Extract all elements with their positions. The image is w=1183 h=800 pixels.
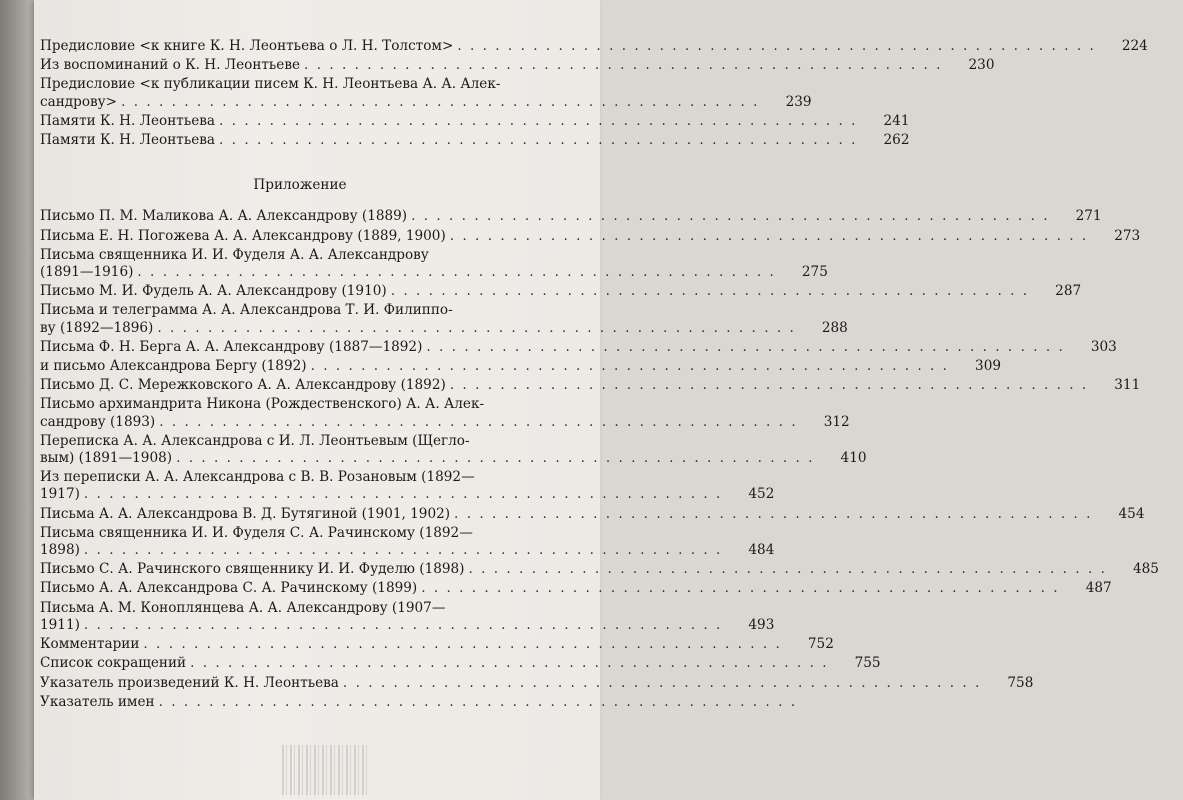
- toc-entry: [40, 283, 1082, 300]
- toc-entry: [40, 246, 828, 281]
- toc-entry: [40, 338, 1117, 356]
- toc-entry-title: Письмо С. А. Рачинского священнику И. И. Фуделю (1898): [40, 561, 465, 578]
- toc-page-number: 410: [840, 450, 867, 467]
- toc-entry-line: [40, 302, 560, 319]
- toc-entry: [40, 358, 1001, 375]
- toc-entry-line: [40, 486, 775, 503]
- toc-page-number: 288: [821, 319, 848, 336]
- toc-entry: [40, 57, 995, 74]
- toc-entry-title: Список сокращений: [40, 655, 187, 672]
- toc-page-number: 262: [883, 132, 910, 149]
- toc-entry-line: [40, 542, 775, 559]
- toc-entry-line: [40, 693, 798, 711]
- toc-entry-line: [40, 377, 1141, 394]
- toc-entry-title: Предисловие <к книге К. Н. Леонтьева о Л. Н. Толстом>: [40, 38, 454, 54]
- toc-entry: [40, 38, 1148, 55]
- toc-entry-title: Указатель имен: [40, 693, 155, 710]
- toc-entry-title: Памяти К. Н. Леонтьева: [40, 112, 216, 129]
- toc-entry-title: Из переписки А. А. Александрова с В. В. Розановым (1892—: [40, 469, 475, 486]
- toc-entry: [40, 505, 1145, 523]
- dot-leader: . . . . . . . . . . . . . . . . . . . . . . . . . . . . . . . . . . . . . . . . . . . . . . . . . . .: [454, 505, 1093, 522]
- toc-entry-line: [40, 674, 1034, 692]
- toc-entry: [40, 469, 775, 503]
- toc-entry-title: 1898): [40, 542, 80, 559]
- toc-page-number: 241: [883, 112, 910, 129]
- toc-page-number: 484: [748, 542, 775, 559]
- dot-leader: . . . . . . . . . . . . . . . . . . . . . . . . . . . . . . . . . . . . . . . . . . . . . . . . . . .: [411, 208, 1050, 225]
- toc-entry-line: [40, 413, 850, 431]
- toc-entry: [40, 636, 834, 653]
- toc-entry-line: [40, 208, 1102, 225]
- toc-entry-title: Письма и телеграмма А. А. Александрова Т. И. Филиппо-: [40, 302, 453, 319]
- dot-leader: . . . . . . . . . . . . . . . . . . . . . . . . . . . . . . . . . . . . . . . . . . . . . . . . . . .: [83, 616, 723, 633]
- toc-entry-line: [40, 433, 560, 450]
- dot-leader: . . . . . . . . . . . . . . . . . . . . . . . . . . . . . . . . . . . . . . . . . . . . . . . . . . .: [304, 57, 943, 74]
- toc-page-number: 230: [968, 57, 995, 74]
- toc-entry-line: [40, 469, 560, 486]
- dot-leader: . . . . . . . . . . . . . . . . . . . . . . . . . . . . . . . . . . . . . . . . . . . . . . . . . . .: [449, 377, 1089, 394]
- toc-entry-title: сандрову>: [40, 93, 118, 110]
- toc-entry: [40, 302, 848, 336]
- toc-entry: [40, 396, 850, 430]
- toc-entry-line: [40, 580, 1112, 597]
- section-heading: Приложение: [253, 177, 347, 194]
- toc-entry-line: [40, 76, 560, 93]
- toc-entry-line: [40, 38, 1148, 55]
- dot-leader: . . . . . . . . . . . . . . . . . . . . . . . . . . . . . . . . . . . . . . . . . . . . . . . . . . .: [310, 358, 949, 375]
- toc-entry-line: [40, 93, 812, 111]
- toc-entry: [40, 674, 1034, 692]
- toc-entry: [40, 208, 1102, 225]
- toc-entry-title: вым) (1891—1908): [40, 450, 173, 467]
- toc-entry-title: Письма Е. Н. Погожева А. А. Александрову (1889, 1900): [40, 227, 446, 244]
- toc-entry: [40, 524, 775, 559]
- book-spine-shadow: [0, 0, 34, 800]
- toc-entry-line: [40, 227, 1141, 245]
- toc-entry-line: [40, 561, 1159, 578]
- toc-page-number: 752: [807, 636, 834, 653]
- toc-page-number: 273: [1114, 227, 1141, 244]
- toc-page-number: 493: [748, 616, 775, 633]
- toc-entry: [40, 377, 1141, 394]
- toc-entry-line: [40, 616, 775, 634]
- toc-page-number: 452: [748, 486, 775, 503]
- toc-page-number: 485: [1132, 561, 1159, 578]
- toc-entry-title: ву (1892—1896): [40, 319, 154, 336]
- toc-entry-title: Комментарии: [40, 636, 140, 653]
- toc-entry-title: Письма священника И. И. Фуделя С. А. Рачинскому (1892—: [40, 524, 473, 541]
- toc-page-number: 224: [1121, 38, 1148, 54]
- toc-entry-line: [40, 450, 867, 467]
- dot-leader: . . . . . . . . . . . . . . . . . . . . . . . . . . . . . . . . . . . . . . . . . . . . . . . . . . .: [158, 693, 798, 710]
- dot-leader: . . . . . . . . . . . . . . . . . . . . . . . . . . . . . . . . . . . . . . . . . . . . . . . . . . .: [143, 636, 782, 653]
- dot-leader: . . . . . . . . . . . . . . . . . . . . . . . . . . . . . . . . . . . . . . . . . . . . . . . . . . .: [83, 542, 723, 559]
- toc-page-number: 487: [1085, 580, 1112, 597]
- toc-page-number: 287: [1055, 283, 1082, 300]
- toc-entry-title: Письма священника И. И. Фуделя А. А. Александрову: [40, 246, 429, 263]
- toc-entry: [40, 432, 867, 467]
- toc-entry-line: [40, 112, 910, 130]
- toc-entry-line: [40, 655, 881, 672]
- toc-page-number: 758: [1007, 674, 1034, 691]
- dot-leader: . . . . . . . . . . . . . . . . . . . . . . . . . . . . . . . . . . . . . . . . . . . . . . . . . . .: [219, 132, 858, 149]
- toc-page-number: 239: [785, 93, 812, 110]
- dot-leader: . . . . . . . . . . . . . . . . . . . . . . . . . . . . . . . . . . . . . . . . . . . . . . . . . . .: [176, 450, 815, 467]
- toc-main-list: [40, 38, 1148, 149]
- toc-entry-title: Письма Ф. Н. Берга А. А. Александрову (1887—1892): [40, 338, 423, 355]
- toc-entry: [40, 561, 1159, 578]
- toc-page-number: 303: [1090, 338, 1117, 355]
- toc-entry-title: Из воспоминаний о К. Н. Леонтьеве: [40, 57, 301, 74]
- toc-entry-title: сандрову (1893): [40, 413, 156, 430]
- dot-leader: . . . . . . . . . . . . . . . . . . . . . . . . . . . . . . . . . . . . . . . . . . . . . . . . . . .: [219, 112, 858, 129]
- toc-entry-title: Письмо архимандрита Никона (Рождественского) А. А. Алек-: [40, 396, 485, 413]
- toc-entry-line: [40, 264, 828, 281]
- toc-entry: [40, 227, 1141, 245]
- dot-leader: . . . . . . . . . . . . . . . . . . . . . . . . . . . . . . . . . . . . . . . . . . . . . . . . . . .: [457, 38, 1096, 54]
- toc-entry-line: [40, 57, 995, 74]
- dot-leader: . . . . . . . . . . . . . . . . . . . . . . . . . . . . . . . . . . . . . . . . . . . . . . . . . . .: [121, 93, 760, 110]
- toc-page-number: 311: [1114, 377, 1141, 394]
- toc-entry-title: Памяти К. Н. Леонтьева: [40, 132, 216, 149]
- dot-leader: . . . . . . . . . . . . . . . . . . . . . . . . . . . . . . . . . . . . . . . . . . . . . . . . . . .: [157, 319, 796, 336]
- dot-leader: . . . . . . . . . . . . . . . . . . . . . . . . . . . . . . . . . . . . . . . . . . . . . . . . . . .: [342, 674, 982, 691]
- toc-page-number: 271: [1075, 208, 1102, 225]
- dot-leader: . . . . . . . . . . . . . . . . . . . . . . . . . . . . . . . . . . . . . . . . . . . . . . . . . . .: [390, 283, 1030, 300]
- toc-entry: [40, 599, 775, 634]
- toc-entry-title: и письмо Александрова Бергу (1892): [40, 358, 307, 375]
- dot-leader: . . . . . . . . . . . . . . . . . . . . . . . . . . . . . . . . . . . . . . . . . . . . . . . . . . .: [83, 486, 723, 503]
- toc-entry-line: [40, 636, 834, 653]
- toc-entry: [40, 693, 798, 711]
- toc-entry-title: Переписка А. А. Александрова с И. Л. Леонтьевым (Щегло-: [40, 432, 470, 449]
- dot-leader: . . . . . . . . . . . . . . . . . . . . . . . . . . . . . . . . . . . . . . . . . . . . . . . . . . .: [137, 264, 776, 281]
- toc-entry-line: [40, 358, 1001, 375]
- toc-entry-line: [40, 132, 910, 149]
- dot-leader: . . . . . . . . . . . . . . . . . . . . . . . . . . . . . . . . . . . . . . . . . . . . . . . . . . .: [468, 561, 1107, 578]
- toc-entry-title: Письма А. А. Александрова В. Д. Бутягиной (1901, 1902): [40, 505, 451, 522]
- toc-page-number: 454: [1118, 505, 1145, 522]
- table-of-contents: [40, 38, 1159, 713]
- toc-entry-title: Письмо П. М. Маликова А. А. Александрову (1889): [40, 208, 408, 225]
- toc-entry-line: [40, 525, 560, 542]
- toc-entry-title: Письмо А. А. Александрова С. А. Рачинскому (1899): [40, 580, 418, 597]
- toc-entry-title: Предисловие <к публикации писем К. Н. Леонтьева А. А. Алек-: [40, 76, 501, 93]
- toc-entry-line: [40, 600, 560, 617]
- toc-entry-line: [40, 338, 1117, 356]
- toc-entry-line: [40, 319, 848, 337]
- toc-entry: [40, 580, 1112, 597]
- toc-entry: [40, 655, 881, 672]
- toc-entry-title: 1917): [40, 486, 80, 503]
- toc-entry-title: Указатель произведений К. Н. Леонтьева: [40, 674, 339, 691]
- toc-entry-title: Письма А. М. Коноплянцева А. А. Александрову (1907—: [40, 599, 446, 616]
- toc-page-number: 755: [854, 655, 881, 672]
- dot-leader: . . . . . . . . . . . . . . . . . . . . . . . . . . . . . . . . . . . . . . . . . . . . . . . . . . .: [426, 338, 1065, 355]
- toc-entry: [40, 112, 910, 130]
- bleed-through-barcode: [282, 745, 367, 795]
- dot-leader: . . . . . . . . . . . . . . . . . . . . . . . . . . . . . . . . . . . . . . . . . . . . . . . . . . .: [159, 413, 798, 430]
- dot-leader: . . . . . . . . . . . . . . . . . . . . . . . . . . . . . . . . . . . . . . . . . . . . . . . . . . .: [449, 227, 1089, 244]
- toc-entry-line: [40, 247, 560, 264]
- toc-page-number: 275: [801, 264, 828, 281]
- toc-entry: [40, 132, 910, 149]
- dot-leader: . . . . . . . . . . . . . . . . . . . . . . . . . . . . . . . . . . . . . . . . . . . . . . . . . . .: [190, 655, 829, 672]
- toc-entry-title: Письмо Д. С. Мережковского А. А. Александрову (1892): [40, 377, 446, 394]
- toc-page-number: 312: [823, 413, 850, 430]
- toc-entry-line: [40, 396, 560, 413]
- toc-page-number: 309: [975, 358, 1001, 375]
- toc-appendix-list: [40, 208, 1159, 710]
- toc-entry-line: [40, 283, 1082, 300]
- toc-entry-title: 1911): [40, 616, 80, 633]
- toc-entry-title: (1891—1916): [40, 264, 134, 281]
- toc-entry-line: [40, 505, 1145, 523]
- dot-leader: . . . . . . . . . . . . . . . . . . . . . . . . . . . . . . . . . . . . . . . . . . . . . . . . . . .: [421, 580, 1060, 597]
- toc-entry-title: Письмо М. И. Фудель А. А. Александрову (1910): [40, 283, 387, 300]
- toc-entry: [40, 76, 812, 110]
